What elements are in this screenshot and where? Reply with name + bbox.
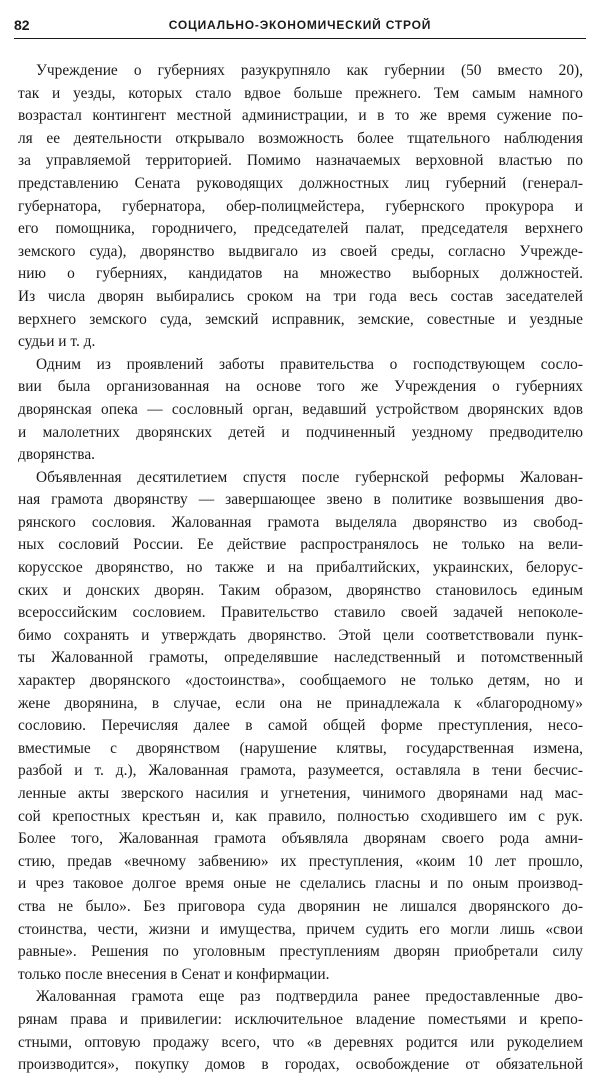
text-line: разбой и т. д.), Жалованная грамота, разумеется, оставляла в тени бесчис-	[18, 762, 583, 780]
text-line: судьи и т. д.	[18, 333, 96, 351]
text-line: равные». Решения по уголовным преступлениям дворян приобретали силу	[18, 943, 583, 961]
text-line: Учреждение о губерниях разукрупняло как губернии (50 вместо 20),	[36, 62, 583, 79]
text-line: вии была организованная на основе того же Учреждения о губерниях	[18, 378, 583, 396]
text-line: ских и донских дворян. Таким образом, дворянство становилось единым	[18, 581, 583, 599]
text-line: корусское дворянство, но также и на прибалтийских, украинских, белорус-	[18, 559, 583, 577]
text-line: Жалованная грамота еще раз подтвердила ранее предоставленные дво-	[36, 988, 583, 1006]
text-line: так и уезды, которых стало вдвое больше прежнего. Тем самым намного	[18, 84, 583, 102]
text-line: только после внесения в Сенат и конфирмации.	[18, 965, 330, 983]
text-line: за управляемой территорией. Помимо назначаемых верховной властью по	[18, 152, 583, 170]
text-line: Из числа дворян выбирались сроком на три года весь состав заседателей	[18, 287, 583, 305]
text-line: ты Жалованной грамоты, определявшие наследственный и потомственный	[18, 649, 583, 667]
text-line: дворянства.	[18, 446, 95, 464]
text-line: возрастал контингент местной администрации, и в то же время сужение по-	[18, 107, 583, 125]
page-number: 82	[14, 17, 30, 33]
text-line: губернатора, губернатора, обер-полицмейстера, губернского прокурора и	[18, 197, 583, 215]
text-line: сословию. Перечисляя далее в самой общей форме преступления, несо-	[18, 717, 583, 735]
text-line: земского суда), дворянство выдвигало из своей среды, согласно Учрежде-	[18, 242, 583, 260]
text-line: и чрез таковое долгое время оные не сделались гласны и по оным производ-	[18, 875, 583, 893]
text-line: производится», покупку домов в городах, освобождение от обязательной	[18, 1056, 583, 1074]
text-line: Более того, Жалованная грамота объявляла дворянам своего рода амни-	[18, 830, 583, 848]
running-head	[14, 14, 586, 39]
text-line: ля ее деятельности открывало возможность более тщательного наблюдения	[18, 129, 583, 147]
text-line: представлению Сената руководящих должностных лиц губерний (генерал-	[18, 174, 583, 192]
text-line: Объявленная десятилетием спустя после губернской реформы Жалован-	[36, 468, 583, 486]
text-line: бимо сохранять и утверждать дворянство. Этой цели соответствовали пунк-	[18, 626, 583, 644]
text-line: Одним из проявлений заботы правительства о господствующем сосло-	[36, 355, 583, 373]
text-line: стоинства, чести, жизни и имущества, причем судить его могли лишь «свои	[18, 920, 583, 938]
text-line: его помощника, городничего, председателей палат, председателя верхнего	[18, 220, 583, 238]
body-text	[18, 60, 583, 1077]
text-line: всероссийским сословием. Правительство ставило своей задачей непоколе-	[18, 604, 583, 622]
text-line: стию, предав «вечному забвению» их преступления, «коим 10 лет прошло,	[18, 852, 583, 870]
text-line: верхнего земского суда, земский исправник, земские, совестные и уездные	[18, 310, 583, 328]
section-title: СОЦИАЛЬНО-ЭКОНОМИЧЕСКИЙ СТРОЙ	[168, 18, 432, 32]
text-line: стными, оптовую продажу всего, что «в деревнях родится или рукоделием	[18, 1033, 583, 1051]
text-line: вместимые с дворянством (нарушение клятвы, государственная измена,	[18, 739, 583, 757]
text-line: жене дворянина, в случае, если она не принадлежала к «благородному»	[18, 694, 583, 712]
text-line: рянам права и привилегии: исключительное владение поместьями и крепо-	[18, 1010, 583, 1028]
text-line: ных сословий России. Ее действие распространялось не только на вели-	[18, 536, 583, 554]
text-line: ства не было». Без приговора суда дворянин не лишался дворянского до-	[18, 897, 583, 915]
text-line: сой крепостных крестьян и, как правило, полностью сходившего им с рук.	[18, 807, 583, 825]
text-line: характер дворянского «достоинства», сообщаемого не только детям, но и	[18, 672, 583, 690]
text-line: дворянская опека — сословный орган, ведавший устройством дворянских вдов	[18, 400, 583, 418]
text-line: рянского сословия. Жалованная грамота выделяла дворянство из свобод-	[18, 513, 583, 531]
text-line: и малолетних дворянских детей и подчиненный уездному предводителю	[18, 423, 583, 441]
text-line: ленные акты зверского насилия и угнетения, чинимого дворянами над мас-	[18, 785, 583, 802]
text-line: ная грамота дворянству — завершающее звено в политике возвышения дво-	[18, 491, 583, 509]
text-line: нию о губерниях, кандидатов на множество выборных должностей.	[18, 265, 583, 283]
